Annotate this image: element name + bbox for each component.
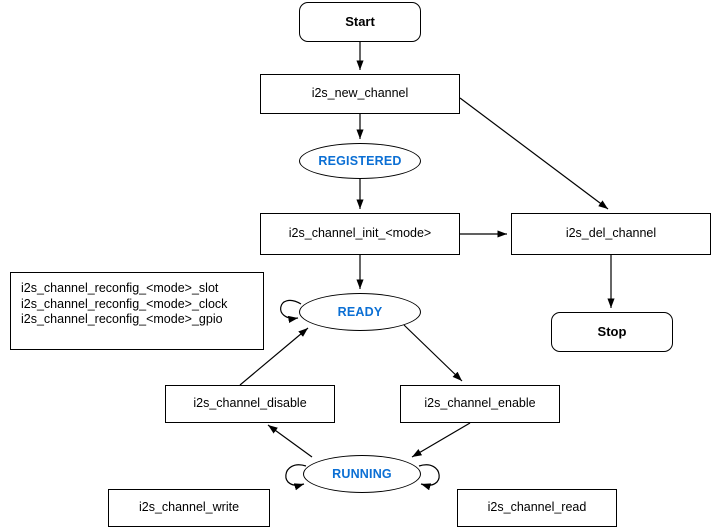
node-i2s-channel-enable[interactable] — [400, 385, 560, 423]
node-i2s-channel-write[interactable] — [108, 489, 270, 527]
edge-new-channel-to-del-channel — [460, 98, 608, 209]
node-stop[interactable] — [551, 312, 673, 352]
edge-channel-enable-to-running — [412, 423, 470, 457]
node-i2s-new-channel-label: i2s_new_channel — [311, 86, 409, 101]
node-i2s-del-channel[interactable] — [511, 213, 711, 255]
reconfig-clock-label: i2s_channel_reconfig_<mode>_clock — [21, 296, 228, 311]
node-i2s-channel-disable-label: i2s_channel_disable — [193, 396, 307, 411]
node-state-running[interactable] — [303, 455, 421, 493]
edge-ready-to-channel-enable — [404, 325, 462, 381]
edge-running-to-channel-disable — [268, 425, 312, 457]
node-state-registered[interactable] — [299, 143, 421, 179]
node-state-running-label: RUNNING — [332, 467, 392, 481]
node-i2s-channel-init[interactable] — [260, 213, 460, 255]
node-i2s-channel-enable-label: i2s_channel_enable — [424, 396, 536, 411]
node-state-ready-label: READY — [337, 305, 383, 319]
node-i2s-channel-init-label: i2s_channel_init_<mode> — [288, 226, 432, 241]
node-stop-label: Stop — [597, 323, 627, 339]
node-i2s-new-channel[interactable] — [260, 74, 460, 114]
node-start[interactable] — [299, 2, 421, 42]
node-start-label: Start — [345, 13, 375, 29]
node-i2s-channel-read-label: i2s_channel_read — [487, 500, 587, 515]
node-i2s-channel-reconfig-group[interactable] — [10, 272, 264, 350]
edge-running-self-loop-read — [419, 465, 439, 485]
node-i2s-del-channel-label: i2s_del_channel — [565, 226, 657, 241]
node-i2s-channel-disable[interactable] — [165, 385, 335, 423]
edge-ready-self-loop — [281, 300, 301, 318]
reconfig-gpio-label: i2s_channel_reconfig_<mode>_gpio — [21, 312, 223, 327]
reconfig-slot-label: i2s_channel_reconfig_<mode>_slot — [21, 281, 219, 295]
node-state-registered-label: REGISTERED — [318, 154, 402, 168]
node-i2s-channel-read[interactable] — [457, 489, 617, 527]
node-i2s-channel-write-label: i2s_channel_write — [138, 500, 240, 515]
node-state-ready[interactable] — [299, 293, 421, 331]
